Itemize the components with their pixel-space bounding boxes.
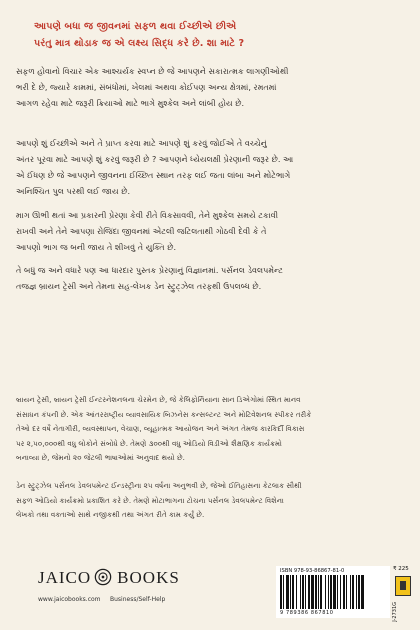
publisher-block [38, 568, 198, 612]
bio-line: લેખકો તથા વક્તાઓ સાથે નજીકથી તથા અંગત રીતે કામ કર્યું છે. [16, 510, 205, 519]
book-category: Business/Self-Help [110, 596, 166, 603]
blurb-paragraph-4 [16, 262, 404, 294]
barcode-icon [280, 575, 386, 609]
bio-line: સફળ ઓડિયો કાર્યક્રમો પ્રકાશિત કરે છે. તેમણે મોટાભાગના ટોચના પર્સનલ ડેવલપમેન્ટ વિશેના [16, 495, 284, 505]
blurb-line: આપણો ભાગ જ બની જાય તે શીખવું તે યુક્તિ છે. [16, 242, 177, 252]
barcode-number: 9 789386 867810 [280, 610, 334, 616]
blurb-paragraph-2 [16, 135, 404, 199]
author-bio-tracy [16, 393, 404, 466]
bio-line: ડેન સ્ટ્રુટ્ઝેલ પર્સનલ ડેવલપમેન્ટ ઈન્ડસ્ટ્રીના ૨૫ વર્ષના અનુભવી છે, જેઓ ઈતિહાસના કેટલાક સૌથી [16, 481, 302, 490]
publisher-name-right: BOOKS [117, 568, 180, 587]
publisher-logo-icon [94, 568, 112, 586]
blurb-paragraph-3 [16, 207, 404, 255]
price-column [392, 566, 416, 622]
tagline-line-1: આપણે બધા જ જીવનમાં સફળ થવા ઈચ્છીએ છીએ [34, 21, 237, 32]
blurb-line: તે બધું જ અને વધારે પણ આ ધારદાર પુસ્તક પ્રેરણાનું વિજ્ઞાનમાં. પર્સનલ ડેવલપમેન્ટ [16, 265, 283, 275]
tagline [34, 18, 394, 52]
blurb-line: આપણે શું ઈચ્છીએ અને તે પ્રાપ્ત કરવા માટે આપણે શું કરવું જોઈએ તે વચ્ચેનું [16, 138, 267, 148]
blurb-line: ભરી દે છે, જ્યારે કામમાં, સંબંધોમાં, ખેલમાં અથવા કોઈપણ અન્ય ક્ષેત્રમાં, રમતમાં [16, 82, 277, 92]
blurb-line: તજજ્ઞ બ્રાયન ટ્રેસી અને તેમના સહ-લેખક ડેન સ્ટ્રુટ્ઝેલ તરફથી ઉપલબ્ધ છે. [16, 281, 262, 291]
isbn-barcode [276, 566, 390, 618]
tagline-line-2: પરંતુ માત્ર થોડાક જ એ લક્ષ્ય સિદ્ધ કરે છે. શા માટે ? [34, 38, 245, 49]
isbn-label: ISBN 978-93-86867-81-0 [280, 568, 345, 574]
blurb-line: અંતર પૂરવા માટે આપણે શું કરવું જરૂરી છે ? આપણને ધ્યેયલક્ષી પ્રેરણાની જરૂર છે. આ [16, 154, 294, 164]
product-code: J-2731G [392, 602, 398, 622]
publisher-url: www.jaicobooks.com [38, 596, 101, 603]
blurb-line: સફળ હોવાનો વિચાર એક આશ્ચર્યક સ્વપ્ન છે જે આપણને સકારાત્મક લાગણીઓથી [16, 66, 289, 76]
blurb-line: આગળ રહેવા માટે જરૂરી ક્રિયાઓ માટે ભાગે મુશ્કેલ અને લાંબી હોય છે. [16, 98, 245, 108]
blurb-line: રાખવી અને તેને આપણા રોજિંદા જીવનમાં એટલી જટિલતાથી ગોઠવી દેવી કે તે [16, 226, 267, 236]
blurb-line: અનિશ્ચિત પુલ પરથી લઈ જાય છે. [16, 186, 131, 196]
author-bio-strutzel [16, 479, 404, 523]
jaico-mini-logo-icon [395, 576, 411, 596]
bio-line: બ્રાયન ટ્રેસી, બ્રાયન ટ્રેસી ઈન્ટરનેશનલના ચેરમેન છે, જે કેલિફોર્નિયાના સાન ડિએગોમાં સ્થિત માનવ [16, 395, 301, 404]
publisher-name [38, 568, 180, 588]
bio-line: પર ૨,૫૦,૦૦૦થી વધુ લોકોને સંબોધે છે. તેમણે ૩૦૦થી વધુ ઓડિયો વિડીઓ શૈક્ષણિક કાર્યક્રમો [16, 438, 282, 448]
bio-line: બનાવ્યા છે, જેમનો ૨૦ જેટલી ભાષાઓમાં અનુવાદ થયો છે. [16, 453, 185, 462]
bio-line: સંસાધન કંપની છે. એક આંતરરાષ્ટ્રીય વ્યાવસાયિક બિઝનેસ કન્સલ્ટન્ટ અને મોટિવેશનલ સ્પીકર તરીકે [16, 409, 312, 419]
publisher-name-left: JAICO [38, 568, 92, 587]
blurb-line: એ ઈંધણ છે જે આપણને જીવનના ઈચ્છિત સ્થાન તરફ લઈ જતા લાંબા અને મોટેભાગે [16, 170, 291, 180]
blurb-paragraph-1 [16, 63, 404, 111]
blurb-line: માગ ઊભી થતાં આ પ્રકારની પ્રેરણા કેવી રીતે વિકસાવવી, તેને મુશ્કેલ સમયે ટકાવી [16, 210, 279, 220]
price-label: ₹ 225 [393, 566, 409, 572]
bio-line: તેઓ દર વર્ષે નેતાગીરી, વ્યવસ્થાપન, વેચાણ, વ્યૂહાત્મક આયોજન અને અંગત તેમજ કારકિર્દી વિકાસ [16, 424, 305, 433]
